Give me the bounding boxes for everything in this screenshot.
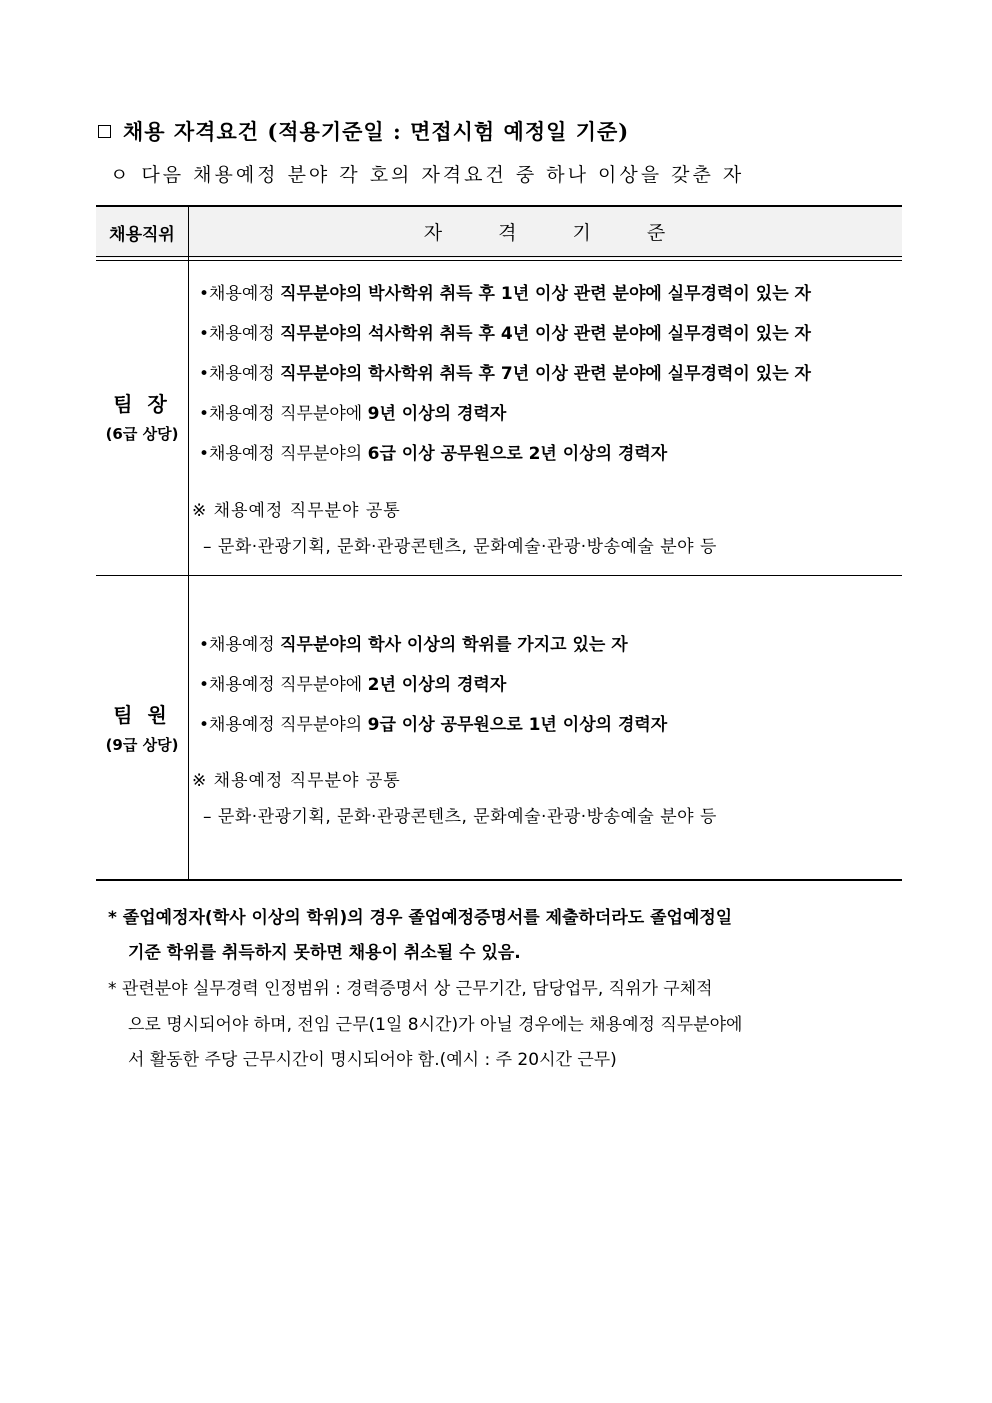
subline-text: 다음 채용예정 분야 각 호의 자격요건 중 하나 이상을 갖춘 자 [141,164,745,186]
table-row-divider [96,575,902,576]
common-field-list: – 문화·관광기획, 문화·관광콘텐츠, 문화예술·관광·방송예술 분야 등 [203,807,717,827]
criteria-bullet: •채용예정 직무분야의 9급 이상 공무원으로 1년 이상의 경력자 [199,715,668,735]
section-heading-text: 채용 자격요건 (적용기준일 : 면접시험 예정일 기준) [123,119,630,144]
role-team-member [96,699,188,755]
role-team-leader [96,388,188,444]
criteria-bullet: •채용예정 직무분야의 6급 이상 공무원으로 2년 이상의 경력자 [199,444,668,464]
table-header-divider-2 [96,260,902,261]
criteria-bullet: •채용예정 직무분야의 학사 이상의 학위를 가지고 있는 자 [199,635,628,655]
note-graduation-line1: * 졸업예정자(학사 이상의 학위)의 경우 졸업예정증명서를 제출하더라도 졸업예정일 [108,908,733,928]
criteria-bullet: •채용예정 직무분야의 박사학위 취득 후 1년 이상 관련 분야에 실무경력이 있는 자 [199,284,811,304]
role-name: 팀 원 [113,703,171,727]
note-experience-line3: 서 활동한 주당 근무시간이 명시되어야 함.(예시 : 주 20시간 근무) [128,1050,617,1070]
section-heading [98,116,629,146]
checkbox-square-icon [98,125,111,138]
note-experience-line2: 으로 명시되어야 하며, 전임 근무(1일 8시간)가 아닐 경우에는 채용예정 직무분야에 [128,1015,743,1035]
role-grade: (6급 상당) [105,425,179,443]
role-grade: (9급 상당) [105,736,179,754]
criteria-bullet: •채용예정 직무분야에 2년 이상의 경력자 [199,675,507,695]
header-criteria: 자 격 기 준 [423,222,668,244]
note-graduation-line2: 기준 학위를 취득하지 못하면 채용이 취소될 수 있음. [128,943,521,963]
table-bottom-border [96,879,902,881]
header-position: 채용직위 [109,225,175,245]
criteria-bullet: •채용예정 직무분야의 석사학위 취득 후 4년 이상 관련 분야에 실무경력이 있는 자 [199,324,811,344]
note-experience-line1: * 관련분야 실무경력 인정범위 : 경력증명서 상 근무기간, 담당업무, 직위가 구체적 [108,979,713,999]
common-field-note: ※ 채용예정 직무분야 공통 [192,501,401,521]
subline-marker: ㅇ [110,164,132,186]
common-field-list: – 문화·관광기획, 문화·관광콘텐츠, 문화예술·관광·방송예술 분야 등 [203,537,717,557]
criteria-bullet: •채용예정 직무분야의 학사학위 취득 후 7년 이상 관련 분야에 실무경력이 있는 자 [199,364,811,384]
common-field-note: ※ 채용예정 직무분야 공통 [192,771,401,791]
table-header-divider-1 [96,256,902,257]
role-name: 팀 장 [113,392,171,416]
table-top-border [96,205,902,207]
section-subline [110,160,744,187]
table-column-divider [188,206,189,880]
criteria-bullet: •채용예정 직무분야에 9년 이상의 경력자 [199,404,507,424]
